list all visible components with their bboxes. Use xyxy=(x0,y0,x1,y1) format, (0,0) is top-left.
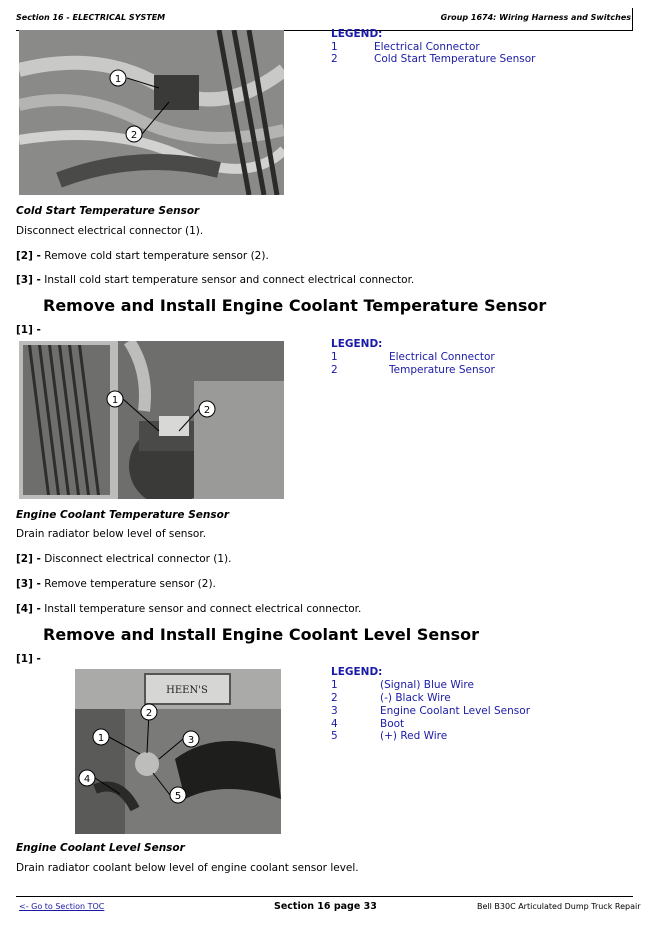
legend-title-3: LEGEND: xyxy=(331,666,383,678)
instruction-text: Disconnect electrical connector (1). xyxy=(16,225,204,237)
legend-label: Electrical Connector xyxy=(374,41,480,53)
section-heading-coolant-level: Remove and Install Engine Coolant Level Sensor xyxy=(43,625,479,644)
legend-label: Electrical Connector xyxy=(389,351,495,363)
callout-2: 2 xyxy=(203,405,211,416)
legend-label: Engine Coolant Level Sensor xyxy=(380,705,531,717)
header-divider xyxy=(632,8,633,30)
callout-3: 3 xyxy=(187,735,195,746)
footer-divider xyxy=(16,896,633,897)
plate-text: HEEN'S xyxy=(166,685,208,696)
legend-num: 3 xyxy=(331,705,338,717)
legend-label: (Signal) Blue Wire xyxy=(380,679,474,691)
callout-5: 5 xyxy=(174,791,182,802)
legend-num: 2 xyxy=(331,364,338,376)
step-3: [3] - Install cold start temperature sensor and connect electrical connector. xyxy=(16,274,415,286)
page-number: Section 16 page 33 xyxy=(274,901,377,912)
document-title: Bell B30C Articulated Dump Truck Repair xyxy=(477,902,641,911)
coolant-temp-sensor-photo xyxy=(19,341,284,499)
step-2: [2] - Remove cold start temperature sensor (2). xyxy=(16,250,269,262)
go-to-section-toc-link[interactable]: <- Go to Section TOC xyxy=(19,902,105,911)
step-2: [2] - Disconnect electrical connector (1). xyxy=(16,553,232,565)
legend-num: 2 xyxy=(331,53,338,65)
legend-label: Boot xyxy=(380,718,405,730)
figure-caption-1: Cold Start Temperature Sensor xyxy=(16,205,200,217)
callout-2: 2 xyxy=(145,708,153,719)
callout-1: 1 xyxy=(97,733,105,744)
legend-num: 1 xyxy=(331,41,338,53)
legend-num: 4 xyxy=(331,718,338,730)
legend-num: 1 xyxy=(331,679,338,691)
callout-1: 1 xyxy=(114,74,122,85)
legend-label: Cold Start Temperature Sensor xyxy=(374,53,536,65)
legend-num: 1 xyxy=(331,351,338,363)
figure-caption-2: Engine Coolant Temperature Sensor xyxy=(16,509,230,521)
legend-num: 5 xyxy=(331,730,338,742)
section-title: Section 16 - ELECTRICAL SYSTEM xyxy=(16,13,166,22)
figure-caption-3: Engine Coolant Level Sensor xyxy=(16,842,185,854)
legend-label: (+) Red Wire xyxy=(380,730,448,742)
page-header xyxy=(16,8,633,31)
coolant-level-sensor-photo xyxy=(75,669,281,834)
step-3: [3] - Remove temperature sensor (2). xyxy=(16,578,216,590)
legend-label: Temperature Sensor xyxy=(389,364,495,376)
instruction-text: Drain radiator below level of sensor. xyxy=(16,528,207,540)
instruction-text: Drain radiator coolant below level of engine coolant sensor level. xyxy=(16,862,359,874)
group-title: Group 1674: Wiring Harness and Switches xyxy=(440,13,631,22)
callout-1: 1 xyxy=(111,395,119,406)
callout-2: 2 xyxy=(130,130,138,141)
legend-num: 2 xyxy=(331,692,338,704)
legend-title-1: LEGEND: xyxy=(331,28,383,40)
legend-label: (-) Black Wire xyxy=(380,692,451,704)
callout-4: 4 xyxy=(83,774,91,785)
section-heading-coolant-temp: Remove and Install Engine Coolant Temperature Sensor xyxy=(43,296,547,315)
step-1: [1] - xyxy=(16,324,41,336)
cold-start-sensor-photo xyxy=(19,30,284,195)
step-4: [4] - Install temperature sensor and connect electrical connector. xyxy=(16,603,362,615)
legend-title-2: LEGEND: xyxy=(331,338,383,350)
step-1: [1] - xyxy=(16,653,41,665)
